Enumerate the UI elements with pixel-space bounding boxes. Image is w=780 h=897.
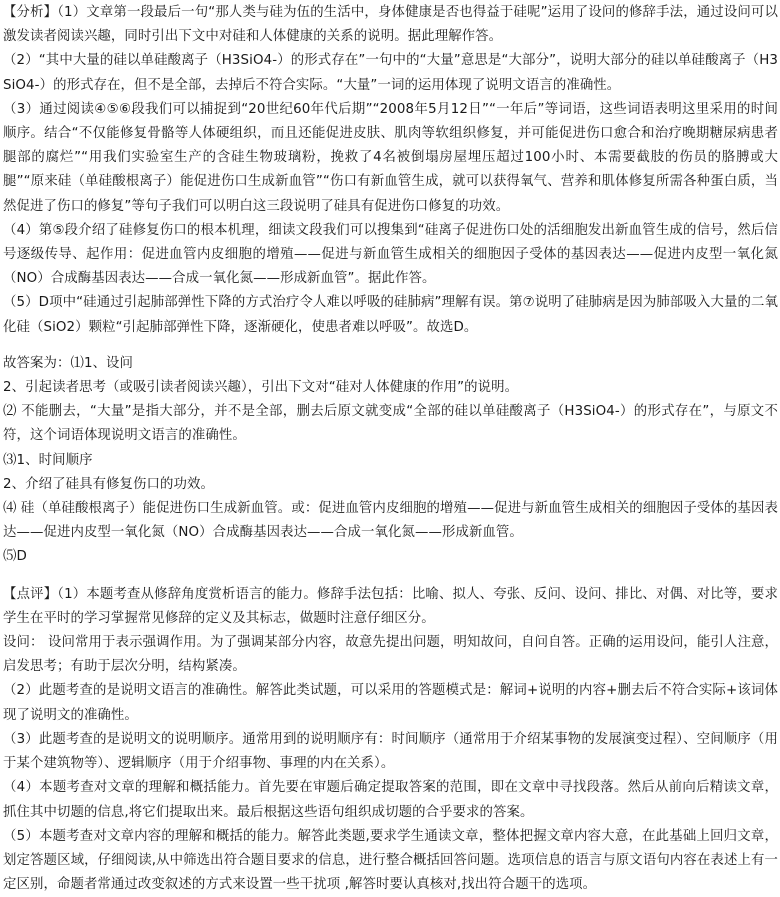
comment-paragraph: （5）本题考查对文章内容的理解和概括的能力。解答此类题,要求学生通读文章，整体把握文章内容大意，在此基础上回归文章，划定答题区域，仔细阅读,从中筛选出符合题目要求的信息，进行整合概括回答问题。选项信息的语言与原文语句内容在表述上有一定区别，命题者常通过改变叙述的方式来设置一些干扰项 ,解答时要认真核对,找出符合题干的选项。	[3, 828, 778, 893]
answer-line: ⑵ 不能删去，“大量”是指大部分，并不是全部，删去后原文就变成“全部的硅以单硅酸离子（H3SiO4-）的形式存在”，与原文不符，这个词语体现说明文语言的准确性。	[3, 404, 778, 444]
analysis-paragraph: （5）D项中“硅通过引起肺部弹性下降的方式治疗令人难以呼吸的硅肺病”理解有误。第⑦说明了硅肺病是因为肺部吸入大量的二氧化硅（SiO2）颗粒“引起肺部弹性下降，逐渐硬化，使患者难以呼吸”。故选D。	[3, 295, 778, 335]
analysis-section	[3, 1, 778, 340]
comment-paragraph: （4）本题考查对文章的理解和概括能力。首先要在审题后确定提取答案的范围，即在文章中寻找段落。然后从前向后精读文章，抓住其中切题的信息,将它们提取出来。最后根据这些语句组织成切题的合乎要求的答案。	[3, 780, 778, 820]
answer-line: 2、引起读者思考（或吸引读者阅读兴趣），引出下文对“硅对人体健康的作用”的说明。	[3, 380, 519, 396]
answer-line: 故答案为：⑴1、设问	[3, 355, 134, 371]
solution-document	[3, 1, 778, 897]
analysis-paragraph: （2）“其中大量的硅以单硅酸离子（H3SiO4-）的形式存在”一句中的“大量”意思是“大部分”，说明大部分的硅以单硅酸离子（H3SiO4-）的形式存在，但不是全部，去掉后不符合实际。“大量”一词的运用体现了说明文语言的准确性。	[3, 53, 778, 93]
answer-line: ⑶1、时间顺序	[3, 452, 93, 468]
comment-section	[3, 583, 778, 897]
comment-paragraph: （3）此题考查的是说明文的说明顺序。通常用到的说明顺序有：时间顺序（通常用于介绍某事物的发展演变过程）、空间顺序（用于某个建筑物等）、逻辑顺序（用于介绍事物、事理的内在关系）。	[3, 731, 778, 772]
analysis-paragraph: （4）第⑤段介绍了硅修复伤口的根本机理，细读文段我们可以搜集到“硅离子促进伤口处的活细胞发出新血管生成的信号，然后信号逐级传导、起作用：促进血管内皮细胞的增殖——促进与新血管生成相关的细胞因子受体的基因表达——促进内皮型一氧化氮（NO）合成酶基因表达——合成一氧化氮——形成新血管”。据此作答。	[3, 222, 778, 287]
comment-paragraph: 【点评】（1）本题考查从修辞角度赏析语言的能力。修辞手法包括：比喻、拟人、夸张、反问、设问、排比、对偶、对比等，要求学生在平时的学习掌握常见修辞的定义及其标志，做题时注意仔细区分。	[3, 586, 778, 626]
analysis-paragraph: 【分析】（1）文章第一段最后一句“那人类与硅为伍的生活中，身体健康是否也得益于硅呢”运用了设问的修辞手法，通过设问可以激发读者阅读兴趣，同时引出下文中对硅和人体健康的关系的说明。据此理解作答。	[3, 5, 778, 45]
section-spacer	[3, 570, 778, 583]
answer-section	[3, 352, 778, 570]
comment-paragraph: 设问： 设问常用于表示强调作用。为了强调某部分内容，故意先提出问题，明知故问，自问自答。正确的运用设问，能引人注意，启发思考；有助于层次分明，结构紧凑。	[3, 635, 778, 675]
section-spacer	[3, 340, 778, 352]
analysis-paragraph: （3）通过阅读④⑤⑥段我们可以捕捉到“20世纪60年代后期”“2008年5月12日”“一年后”等词语，这些词语表明这里采用的时间顺序。结合“不仅能修复骨骼等人体硬组织，而且还能促进皮肤、肌肉等软组织修复，并可能促进伤口愈合和治疗晚期糖尿病患者腿部的腐烂”“用我们实验室生产的含硅生物玻璃粉，挽救了4名被倒塌房屋埋压超过100小时、本需要截肢的伤员的胳膊或大腿”“原来硅（单硅酸根离子）能促进伤口生成新血管”“伤口有新血管生成，就可以获得氧气、营养和肌体修复所需各种蛋白质，当然促进了伤口的修复”等句子我们可以明白这三段说明了硅具有促进伤口修复的功效。	[3, 101, 778, 214]
comment-paragraph: （2）此题考查的是说明文语言的准确性。解答此类试题，可以采用的答题模式是：解词+说明的内容+删去后不符合实际+该词体现了说明文的准确性。	[3, 683, 778, 723]
answer-line: ⑸D	[3, 549, 27, 565]
answer-line: 2、介绍了硅具有修复伤口的功效。	[3, 476, 214, 492]
answer-line: ⑷ 硅（单硅酸根离子）能促进伤口生成新血管。或：促进血管内皮细胞的增殖——促进与新血管生成相关的细胞因子受体的基因表达——促进内皮型一氧化氮（NO）合成酶基因表达——合成一氧化氮——形成新血管。	[3, 501, 778, 541]
